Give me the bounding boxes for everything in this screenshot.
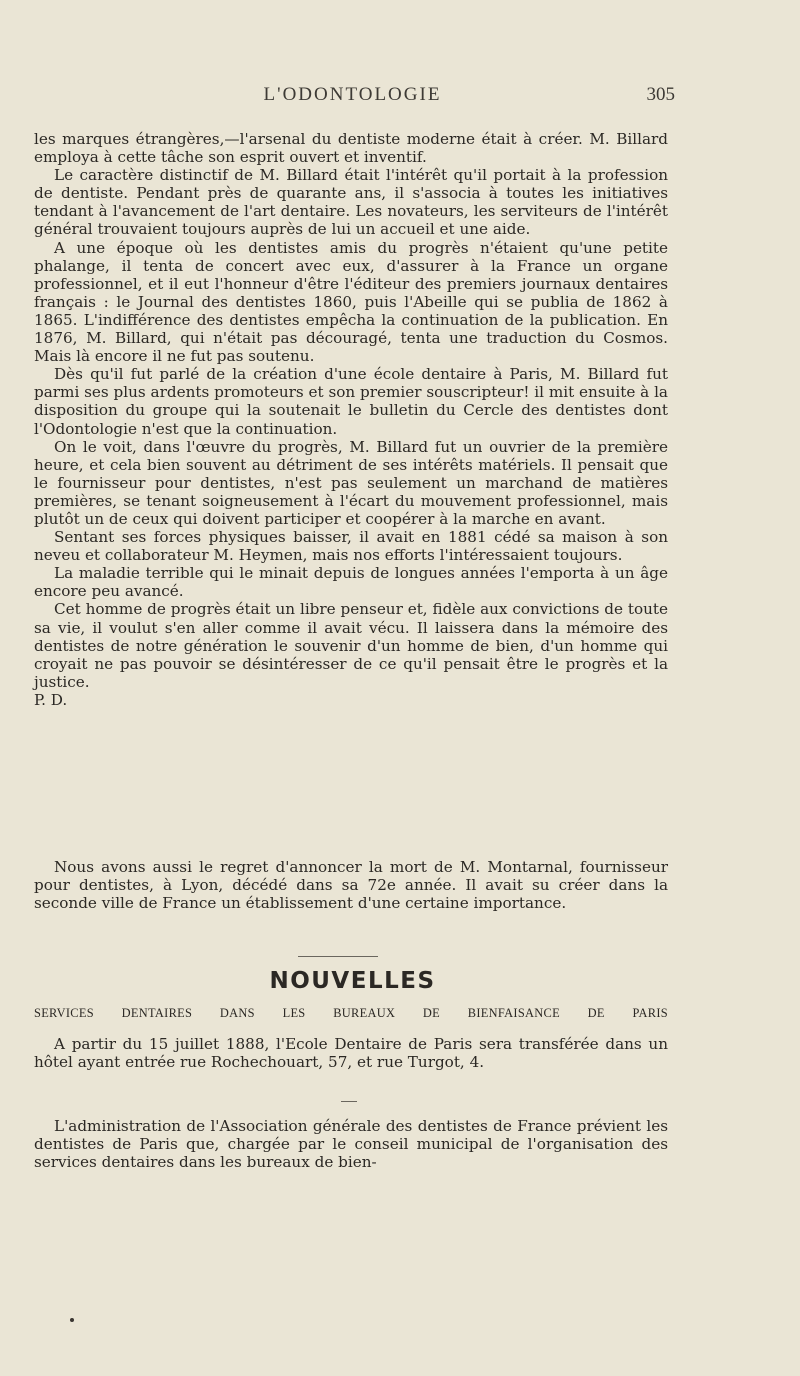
paragraph: La maladie terrible qui le minait depuis de longues années l'emporta à un âge encore peu avancé. [34,564,668,601]
page-header [30,84,675,114]
paragraph: A partir du 15 juillet 1888, l'Ecole Dentaire de Paris sera transférée dans un hôtel ayant entrée rue Rochechouart, 57, et rue Turgot, 4. [34,1035,668,1072]
paragraph: On le voit, dans l'œuvre du progrès, M. Billard fut un ouvrier de la première heure, et cela bien souvent au détriment de ses intérêts matériels. Il pensait que le fournisseur pour dentistes, n'est pas seulement un marchand de matières premières, se tenant soigneusement à l'écart du mouvement professionnel, mais plutôt un de ceux qui doivent participer et coopérer à la marche en avant. [34,437,668,528]
item-divider [341,1101,357,1102]
paragraph: Cet homme de progrès était un libre penseur et, fidèle aux convictions de toute sa vie, il voulut s'en aller comme il avait vécu. Il laissera dans la mémoire des dentistes de notre génération le souvenir d'un homme de bien, d'un homme qui croyait ne pas pouvoir se désintéresser de ce qu'il pensait être le progrès et la justice. [34,600,668,691]
paragraph: les marques étrangères,—l'arsenal du dentiste moderne était à créer. M. Billard employa à cette tâche son esprit ouvert et inventif. [34,130,668,167]
paragraph: Nous avons aussi le regret d'annoncer la mort de M. Montarnal, fournisseur pour dentistes, à Lyon, décédé dans sa 72e année. Il avait su créer dans la seconde ville de France un établissement d'une certaine importance. [34,858,668,913]
obituary-text [34,130,668,709]
paragraph: A une époque où les dentistes amis du progrès n'étaient qu'une petite phalange, il tenta de concert avec eux, d'assurer à la France un organe professionnel, et il eut l'honneur d'être l'éditeur des premiers journaux dentaires français : le Journal des dentistes 1860, puis l'Abeille qui se publia de 1862 à 1865. L'indifférence des dentistes empêcha la continuation de la publication. En 1876, M. Billard, qui n'était pas découragé, tenta une traduction du Cosmos. Mais là encore il ne fut pas soutenu. [34,238,668,366]
paragraph: Sentant ses forces physiques baisser, il avait en 1881 cédé sa maison à son neveu et collaborateur M. Heymen, mais nos efforts l'intéressaient toujours. [34,528,668,565]
running-title: L'ODONTOLOGIE [263,84,442,105]
page-number: 305 [646,84,675,105]
ink-speck [70,1318,74,1322]
second-notice [34,858,668,912]
paragraph: Dès qu'il fut parlé de la création d'une école dentaire à Paris, M. Billard fut parmi ses plus ardents promoteurs et son premier souscripteur! il mit ensuite à la disposition du groupe qui la soutenait le bulletin du Cercle des dentistes dont l'Odontologie n'est que la continuation. [34,365,668,438]
paragraph: Le caractère distinctif de M. Billard était l'intérêt qu'il portait à la profession de dentiste. Pendant près de quarante ans, il s'associa à toutes les initiatives tendant à l'avancement de l'art dentaire. Les novateurs, les serviteurs de l'intérêt général trouvaient toujours auprès de lui un accueil et une aide. [34,166,668,239]
paragraph: L'administration de l'Association générale des dentistes de France prévient les dentistes de Paris que, chargée par le conseil municipal de l'organisation des services dentaires dans les bureaux de bien- [34,1117,668,1172]
section-heading: NOUVELLES [269,968,436,994]
news-item [34,1035,668,1071]
author-signature: P. D. [34,690,68,709]
section-subheading: SERVICES DENTAIRES DANS LES BUREAUX DE BIENFAISANCE DE PARIS [34,1006,668,1020]
news-item [34,1117,668,1171]
section-divider [298,956,378,957]
